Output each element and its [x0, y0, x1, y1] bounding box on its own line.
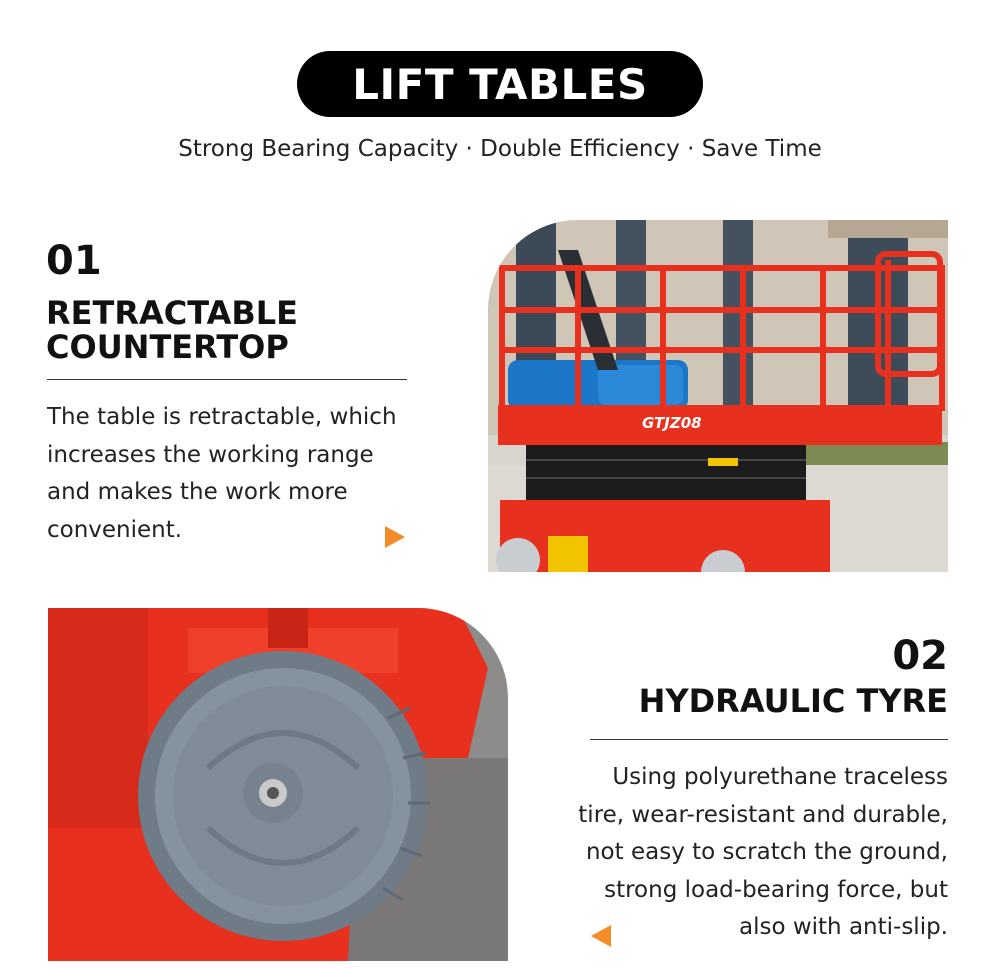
feature-1-divider — [47, 379, 407, 380]
feature-1-number: 01 — [46, 238, 102, 284]
title-pill — [297, 51, 703, 117]
feature-2-description — [548, 759, 948, 947]
feature-2-desc-line: also with anti-slip. — [738, 914, 948, 940]
feature-2-divider — [590, 739, 948, 740]
feature-2-number: 02 — [892, 633, 948, 679]
hydraulic-tyre-photo — [48, 608, 508, 961]
arrow-left-icon — [591, 925, 611, 947]
feature-1-desc-line: The table is retractable, which — [47, 404, 397, 430]
feature-1-desc-line: increases the working range — [47, 441, 374, 468]
feature-2-desc-line: strong load-bearing force, but — [604, 876, 948, 903]
feature-2-desc-line: Using polyurethane traceless — [612, 764, 948, 790]
scissor-lift-photo — [488, 220, 948, 572]
feature-1-desc-line: and makes the work more — [47, 479, 348, 505]
feature-1-desc-line: convenient. — [47, 516, 183, 543]
lift-model-label: GTJZ08 — [642, 414, 702, 432]
feature-2-title: HYDRAULIC TYRE — [638, 682, 948, 720]
feature-1-title-line2: COUNTERTOP — [46, 328, 289, 366]
feature-1-title-line1: RETRACTABLE — [46, 294, 298, 332]
page-subtitle: Strong Bearing Capacity · Double Efficiency · Save Time — [178, 136, 822, 162]
page-title: LIFT TABLES — [352, 59, 648, 109]
feature-2-desc-line: tire, wear-resistant and durable, — [578, 801, 948, 828]
feature-2-desc-line: not easy to scratch the ground, — [585, 839, 948, 865]
arrow-right-icon — [385, 526, 405, 548]
